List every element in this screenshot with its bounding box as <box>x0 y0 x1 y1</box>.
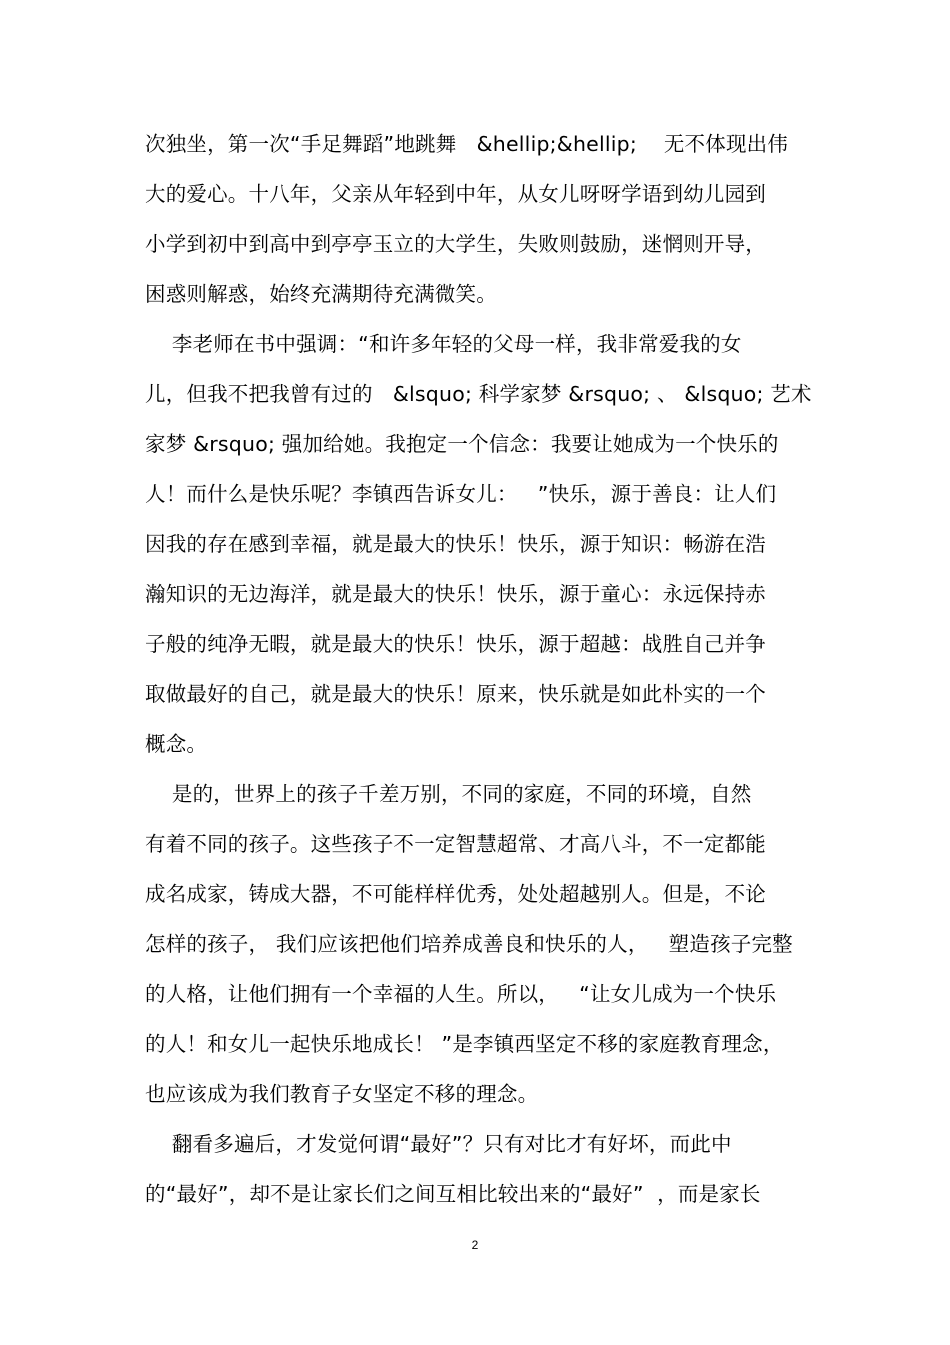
text-line: 概念。 <box>145 732 208 756</box>
text-line: 取做最好的自己，就是最大的快乐！原来，快乐就是如此朴实的一个 <box>145 682 766 706</box>
page-number: 2 <box>471 1238 479 1252</box>
text-line: 成名成家，铸成大器，不可能样样优秀，处处超越别人。但是，不论 <box>145 882 766 906</box>
text-line: 家梦 &rsquo; 强加给她。我抱定一个信念：我要让她成为一个快乐的 <box>145 432 779 456</box>
text-line: 的“最好”，却不是让家长们之间互相比较出来的“最好” ，而是家长 <box>145 1182 761 1206</box>
text-line: 也应该成为我们教育子女坚定不移的理念。 <box>145 1082 539 1106</box>
text-line: 小学到初中到高中到亭亭玉立的大学生，失败则鼓励，迷惘则开导， <box>145 232 766 256</box>
text-line: 李老师在书中强调：“和许多年轻的父母一样，我非常爱我的女 <box>145 332 742 356</box>
text-line: 困惑则解惑，始终充满期待充满微笑。 <box>145 282 497 306</box>
text-line: 儿，但我不把我曾有过的 &lsquo; 科学家梦 &rsquo; 、 &lsquo; 艺术 <box>145 382 812 406</box>
text-line: 子般的纯净无暇，就是最大的快乐！快乐，源于超越：战胜自己并争 <box>145 632 766 656</box>
text-line: 次独坐，第一次“手足舞蹈”地跳舞 &hellip;&hellip; 无不体现出伟 <box>145 132 789 156</box>
text-line: 的人格，让他们拥有一个幸福的人生。所以， “让女儿成为一个快乐 <box>145 982 777 1006</box>
text-line: 是的，世界上的孩子千差万别，不同的家庭，不同的环境，自然 <box>145 782 752 806</box>
text-line: 瀚知识的无边海洋，就是最大的快乐！快乐，源于童心：永远保持赤 <box>145 582 766 606</box>
text-line: 的人！和女儿一起快乐地成长！ ”是李镇西坚定不移的家庭教育理念， <box>145 1032 784 1056</box>
text-line: 人！而什么是快乐呢？李镇西告诉女儿： ”快乐，源于善良：让人们 <box>145 482 777 506</box>
text-line: 怎样的孩子， 我们应该把他们培养成善良和快乐的人， 塑造孩子完整 <box>145 932 793 956</box>
text-line: 大的爱心。十八年，父亲从年轻到中年，从女儿呀呀学语到幼儿园到 <box>145 182 766 206</box>
text-line: 翻看多遍后，才发觉何谓“最好”？只有对比才有好坏，而此中 <box>145 1132 732 1156</box>
text-line: 因我的存在感到幸福，就是最大的快乐！快乐，源于知识：畅游在浩 <box>145 532 766 556</box>
text-line: 有着不同的孩子。这些孩子不一定智慧超常、才高八斗，不一定都能 <box>145 832 766 856</box>
